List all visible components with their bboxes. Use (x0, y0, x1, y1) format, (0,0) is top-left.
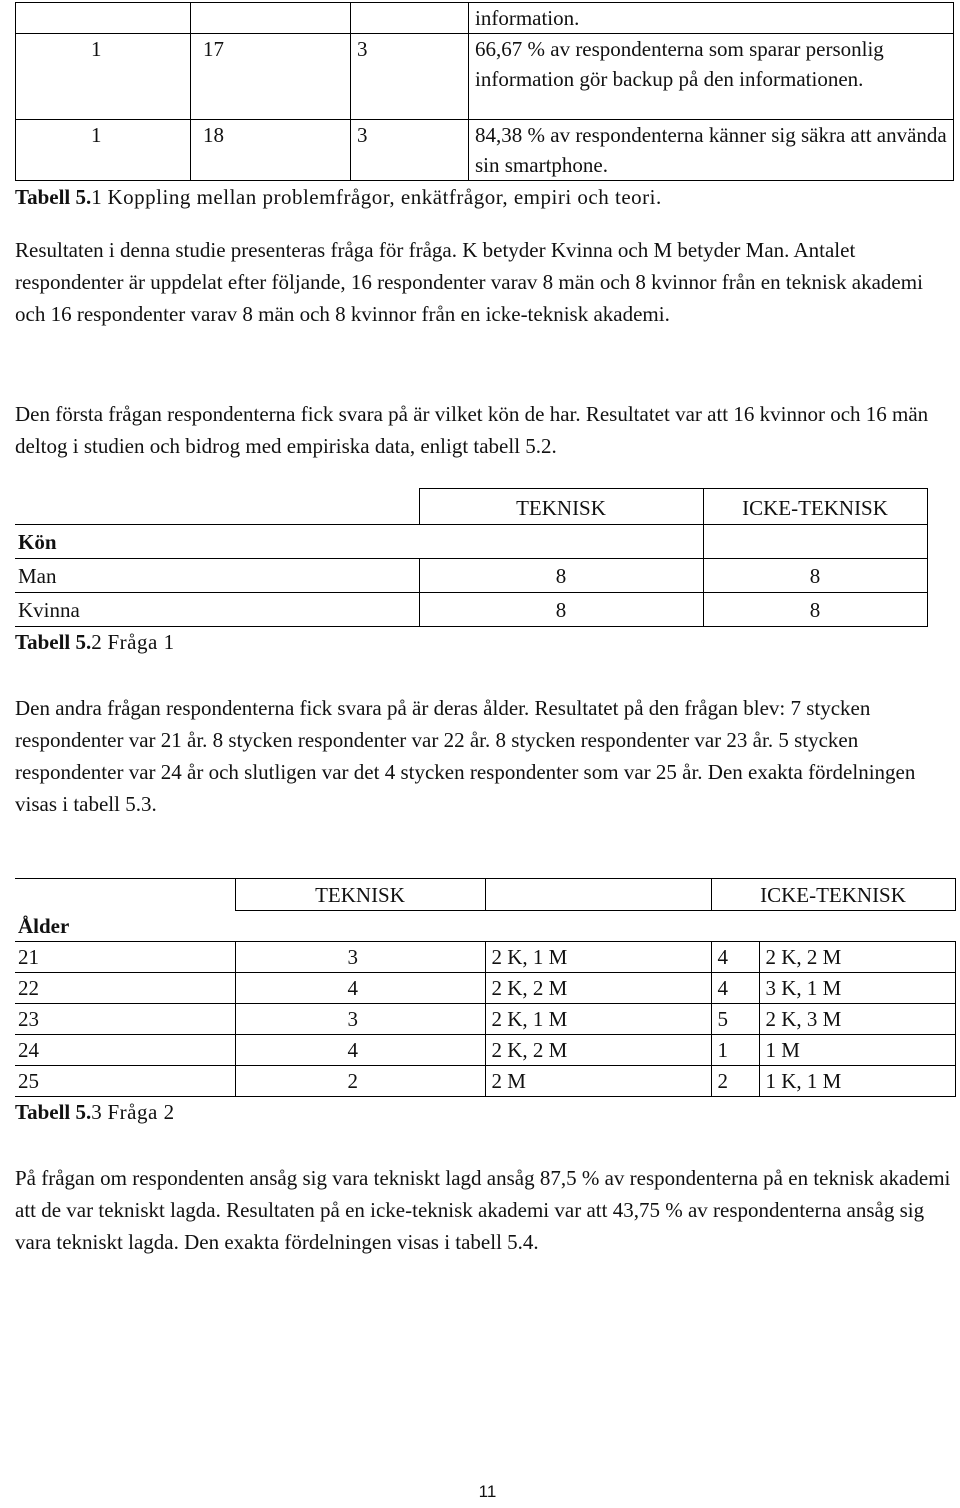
table-cell: 17 (191, 34, 351, 120)
table-5-2 (15, 488, 928, 627)
page-number: 11 (478, 1482, 497, 1501)
table-cell: 8 (703, 559, 927, 593)
table-row (15, 593, 927, 627)
table-row (16, 120, 954, 181)
table-cell (16, 3, 191, 34)
table-cell: 8 (419, 593, 703, 627)
table-cell: 23 (15, 1004, 235, 1035)
table-cell: 1 M (759, 1035, 955, 1066)
table-cell: 22 (15, 973, 235, 1004)
row-header: Ålder (15, 911, 235, 942)
paragraph: Den första frågan respondenterna fick svara på är vilket kön de har. Resultatet var att 16 kvinnor och 16 män deltog i studien och bidrog med empiriska data, enligt tabell 5.2. (15, 402, 929, 458)
table-row (15, 525, 927, 559)
table-caption (15, 181, 662, 213)
column-header: ICKE-TEKNISK (711, 879, 955, 911)
table-cell: 1 (16, 34, 191, 120)
table-row (16, 3, 954, 34)
caption-label: Tabell 5. (15, 185, 92, 209)
table-cell: 18 (191, 120, 351, 181)
column-header: ICKE-TEKNISK (703, 489, 927, 525)
table-row (15, 1004, 955, 1035)
table-cell: Man (15, 559, 419, 593)
table-row (15, 942, 955, 973)
caption-text: Fråga 1 (101, 630, 175, 654)
table-cell: 2 K, 2 M (485, 1035, 711, 1066)
table-cell: 3 (235, 942, 485, 973)
table-caption (15, 626, 175, 658)
table-cell: Kvinna (15, 593, 419, 627)
table-cell: 3 K, 1 M (759, 973, 955, 1004)
table-cell: 2 M (485, 1066, 711, 1097)
table-row (15, 973, 955, 1004)
table-cell (191, 3, 351, 34)
table-cell: 2 K, 3 M (759, 1004, 955, 1035)
table-cell (351, 3, 469, 34)
caption-number: 1 (91, 185, 102, 209)
table-cell: 2 K, 1 M (485, 1004, 711, 1035)
table-cell: 4 (235, 973, 485, 1004)
table-row (15, 489, 927, 525)
column-header: TEKNISK (419, 489, 703, 525)
table-cell: 21 (15, 942, 235, 973)
caption-label: Tabell 5. (15, 1100, 92, 1124)
column-header: TEKNISK (235, 879, 485, 911)
caption-label: Tabell 5. (15, 630, 92, 654)
table-cell: 84,38 % av respondenterna känner sig säkra att använda sin smartphone. (469, 120, 954, 181)
table-cell: 5 (711, 1004, 759, 1035)
table-cell: 8 (419, 559, 703, 593)
caption-text: Fråga 2 (101, 1100, 175, 1124)
table-cell: 2 K, 1 M (485, 942, 711, 973)
table-cell: 2 (711, 1066, 759, 1097)
table-cell: 1 K, 1 M (759, 1066, 955, 1097)
table-cell: 2 K, 2 M (485, 973, 711, 1004)
table-cell: 4 (235, 1035, 485, 1066)
table-row (15, 1035, 955, 1066)
table-caption (15, 1096, 175, 1128)
paragraph: Den andra frågan respondenterna fick svara på är deras ålder. Resultatet på den frågan blev: 7 stycken respondenter var 21 år. 8 stycken respondenter var 22 år. 8 stycken respondenter var 23 år. 5 stycken respondenter var 24 år och slutligen var det 4 stycken respondenter som var 25 år. Den exakta fördelningen visas i tabell 5.3. (15, 696, 916, 816)
table-cell: 4 (711, 973, 759, 1004)
table-5-3 (15, 878, 956, 1097)
paragraph: På frågan om respondenten ansåg sig vara tekniskt lagd ansåg 87,5 % av respondenterna på en teknisk akademi att de var tekniskt lagda. Resultaten på en icke-teknisk akademi var att 43,75 % av respondenterna ansåg sig vara tekniskt lagda. Den exakta fördelningen visas i tabell 5.4. (15, 1166, 951, 1254)
table-cell: information. (469, 3, 954, 34)
caption-number: 3 (91, 1100, 102, 1124)
table-row (15, 911, 955, 942)
table-row (16, 34, 954, 120)
caption-number: 2 (91, 630, 102, 654)
table-cell: 1 (711, 1035, 759, 1066)
table-cell: 2 (235, 1066, 485, 1097)
table-row (15, 879, 955, 911)
table-cell: 2 K, 2 M (759, 942, 955, 973)
table-cell: 25 (15, 1066, 235, 1097)
table-cell: 4 (711, 942, 759, 973)
table-cell: 24 (15, 1035, 235, 1066)
table-row (15, 559, 927, 593)
table-cell: 3 (235, 1004, 485, 1035)
table-cell: 1 (16, 120, 191, 181)
table-cell: 66,67 % av respondenterna som sparar personlig information gör backup på den informationen. (469, 34, 954, 120)
paragraph: Resultaten i denna studie presenteras fråga för fråga. K betyder Kvinna och M betyder Man. Antalet respondenter är uppdelat efter följande, 16 respondenter varav 8 män och 8 kvinnor från en teknisk akademi och 16 respondenter varav 8 män och 8 kvinnor från en icke-teknisk akademi. (15, 238, 923, 326)
caption-text: Koppling mellan problemfrågor, enkätfrågor, empiri och teori. (101, 185, 662, 209)
table-row (15, 1066, 955, 1097)
table-5-1 (15, 2, 954, 181)
table-cell: 3 (351, 34, 469, 120)
table-cell: 3 (351, 120, 469, 181)
table-cell: 8 (703, 593, 927, 627)
row-header: Kön (15, 525, 419, 559)
